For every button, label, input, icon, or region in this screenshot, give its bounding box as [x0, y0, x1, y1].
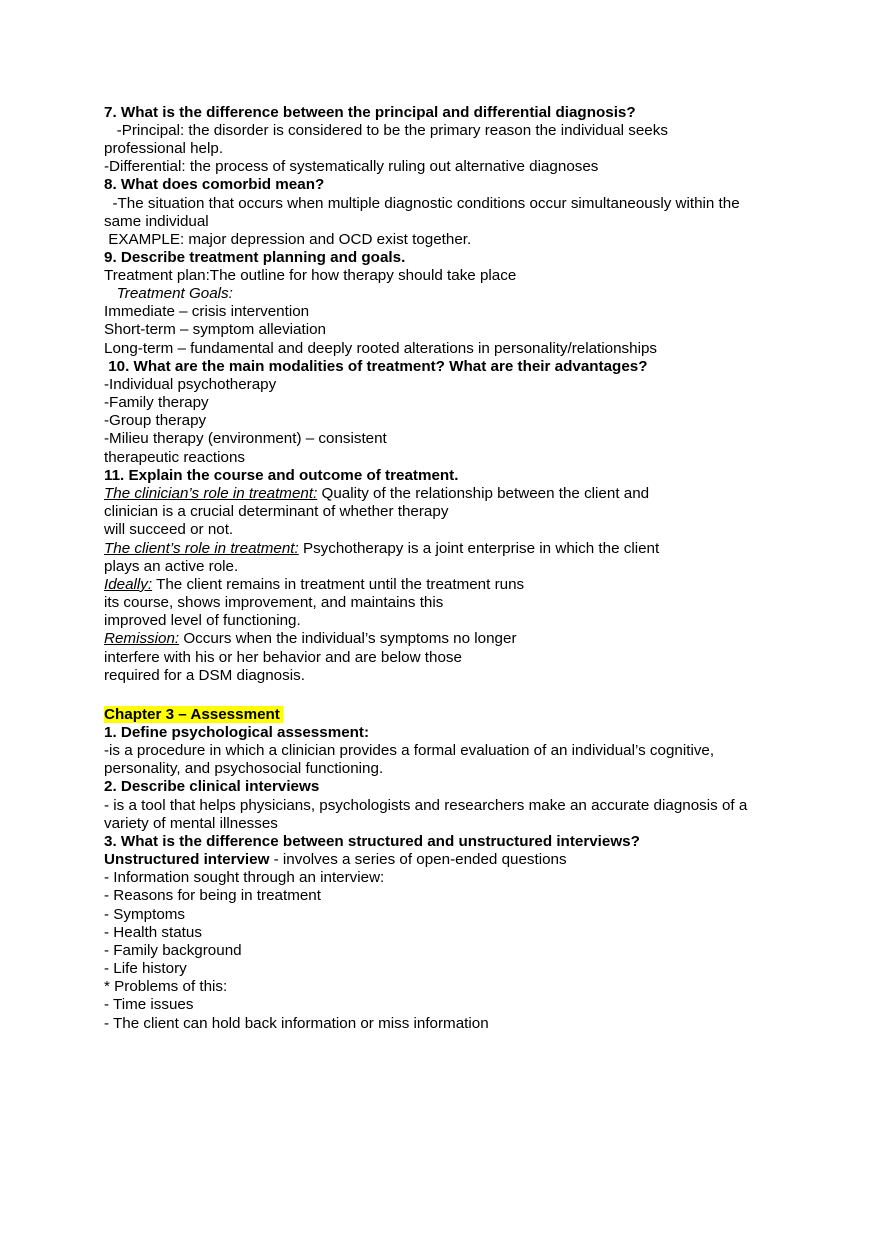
unstructured-interview-text: - involves a series of open-ended questions — [269, 851, 567, 868]
ideally-line — [104, 576, 524, 594]
client-role-line — [104, 540, 659, 558]
q8-line: same individual — [104, 213, 209, 230]
ch3-q3-line: - Time issues — [104, 996, 194, 1013]
clinician-role-label: The clinician’s role in treatment: — [104, 485, 318, 502]
unstructured-interview-label: Unstructured interview — [104, 851, 270, 868]
ch3-q1-line: personality, and psychosocial functioning. — [104, 760, 384, 777]
question-8-title: 8. What does comorbid mean? — [104, 176, 325, 193]
treatment-plan-line: Treatment plan:The outline for how therapy should take place — [104, 267, 517, 284]
question-9-title: 9. Describe treatment planning and goals. — [104, 249, 406, 266]
q10-line: therapeutic reactions — [104, 449, 245, 466]
q9-line: Long-term – fundamental and deeply rooted alterations in personality/relationships — [104, 340, 657, 357]
q11-line: plays an active role. — [104, 558, 239, 575]
q9-line: Immediate – crisis intervention — [104, 303, 310, 320]
ch3-q3-line: * Problems of this: — [104, 978, 228, 995]
q8-line: EXAMPLE: major depression and OCD exist together. — [104, 231, 472, 248]
chapter-3-heading — [104, 706, 283, 724]
q10-line: -Group therapy — [104, 412, 207, 429]
q10-line: -Milieu therapy (environment) – consistent — [104, 430, 387, 447]
question-10-title: 10. What are the main modalities of treatment? What are their advantages? — [104, 358, 648, 375]
q7-line: professional help. — [104, 140, 224, 157]
q11-line: its course, shows improvement, and maintains this — [104, 594, 444, 611]
ch3-q3-line: - Health status — [104, 924, 202, 941]
q10-line: -Individual psychotherapy — [104, 376, 277, 393]
q10-line: -Family therapy — [104, 394, 209, 411]
chapter-3-heading-highlight: Chapter 3 – Assessment — [104, 706, 283, 723]
ch3-question-3-title: 3. What is the difference between structured and unstructured interviews? — [104, 833, 640, 850]
ch3-question-2-title: 2. Describe clinical interviews — [104, 778, 320, 795]
clinician-role-text: Quality of the relationship between the client and — [317, 485, 650, 502]
remission-label: Remission: — [104, 630, 180, 647]
ideally-text: The client remains in treatment until the treatment runs — [152, 576, 525, 593]
question-7-title: 7. What is the difference between the principal and differential diagnosis? — [104, 104, 636, 121]
q9-line: Short-term – symptom alleviation — [104, 321, 326, 338]
ch3-q3-line: - Life history — [104, 960, 187, 977]
ch3-q3-line: - The client can hold back information or miss information — [104, 1015, 489, 1032]
ch3-question-1-title: 1. Define psychological assessment: — [104, 724, 370, 741]
ch3-q1-line: -is a procedure in which a clinician provides a formal evaluation of an individual’s cognitive, — [104, 742, 715, 759]
remission-line — [104, 630, 517, 648]
q7-line: -Differential: the process of systematically ruling out alternative diagnoses — [104, 158, 599, 175]
q11-line: required for a DSM diagnosis. — [104, 667, 305, 684]
ideally-label: Ideally: — [104, 576, 153, 593]
ch3-q2-line: variety of mental illnesses — [104, 815, 278, 832]
ch3-q3-line: - Family background — [104, 942, 242, 959]
q11-line: interfere with his or her behavior and are below those — [104, 649, 462, 666]
client-role-text: Psychotherapy is a joint enterprise in which the client — [298, 540, 660, 557]
q7-line: -Principal: the disorder is considered to be the primary reason the individual seeks — [104, 122, 668, 139]
ch3-q3-line: - Information sought through an interview: — [104, 869, 385, 886]
ch3-q3-line: - Symptoms — [104, 906, 186, 923]
ch3-q2-line: - is a tool that helps physicians, psychologists and researchers make an accurate diagnosis of a — [104, 797, 748, 814]
treatment-goals-heading: Treatment Goals: — [104, 285, 233, 302]
client-role-label: The client’s role in treatment: — [104, 540, 299, 557]
ch3-q3-line: - Reasons for being in treatment — [104, 887, 321, 904]
unstructured-interview-line — [104, 851, 567, 869]
q11-line: clinician is a crucial determinant of whether therapy — [104, 503, 449, 520]
q8-line: -The situation that occurs when multiple diagnostic conditions occur simultaneously within the — [104, 195, 740, 212]
remission-text: Occurs when the individual’s symptoms no longer — [179, 630, 517, 647]
question-11-title: 11. Explain the course and outcome of treatment. — [104, 467, 459, 484]
q11-line: will succeed or not. — [104, 521, 234, 538]
q11-line: improved level of functioning. — [104, 612, 301, 629]
clinician-role-line — [104, 485, 649, 503]
